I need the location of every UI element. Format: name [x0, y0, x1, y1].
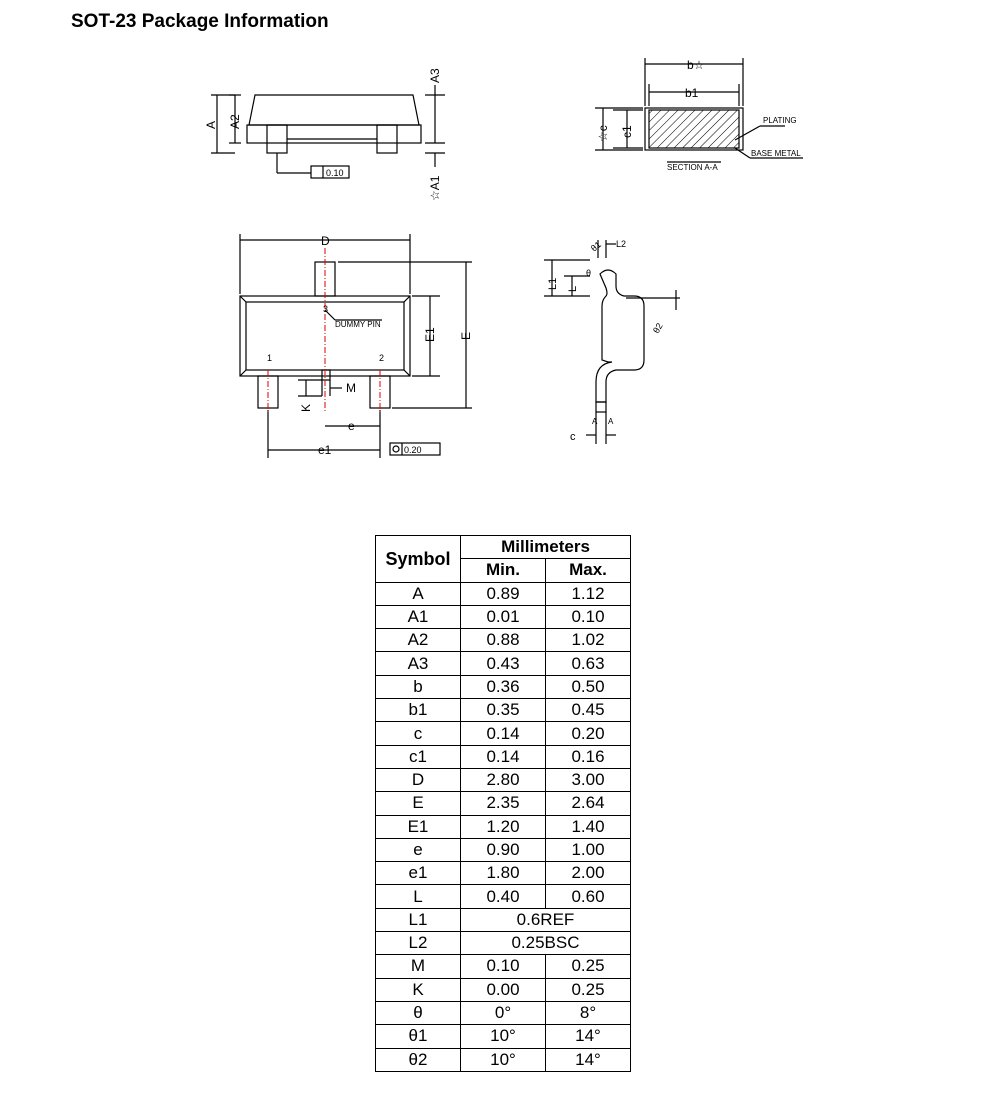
- min-cell: 0.14: [461, 722, 546, 745]
- lead-dim-l: L: [567, 285, 579, 292]
- lead-dim-theta: θ: [586, 268, 592, 278]
- top-dim-e1-pitch: e1: [318, 443, 332, 457]
- top-dim-e-large: E: [459, 331, 473, 340]
- symbol-cell: c: [376, 722, 461, 745]
- symbol-cell: θ: [376, 1001, 461, 1024]
- min-cell: 0.89: [461, 582, 546, 605]
- table-row: [376, 815, 631, 838]
- section-dim-c: ☆c: [596, 125, 610, 142]
- min-cell: 0.10: [461, 955, 546, 978]
- section-dim-b: b☆: [687, 58, 705, 72]
- table-row: [376, 1048, 631, 1071]
- header-min: Min.: [461, 559, 546, 582]
- table-row: [376, 1025, 631, 1048]
- symbol-cell: D: [376, 768, 461, 791]
- table-row: [376, 745, 631, 768]
- symbol-cell: M: [376, 955, 461, 978]
- side-view-dim-a2: A2: [228, 114, 242, 129]
- max-cell: 2.64: [546, 792, 631, 815]
- min-cell: 0.35: [461, 699, 546, 722]
- max-cell: 0.50: [546, 675, 631, 698]
- table-row: [376, 768, 631, 791]
- symbol-cell: θ2: [376, 1048, 461, 1071]
- span-cell: 0.6REF: [461, 908, 631, 931]
- dummy-pin-label: DUMMY PIN: [335, 320, 381, 329]
- symbol-cell: b1: [376, 699, 461, 722]
- max-cell: 0.20: [546, 722, 631, 745]
- symbol-cell: e1: [376, 862, 461, 885]
- max-cell: 8°: [546, 1001, 631, 1024]
- table-row: [376, 675, 631, 698]
- max-cell: 2.00: [546, 862, 631, 885]
- header-symbol: Symbol: [376, 536, 461, 583]
- pin-3-label: 3: [323, 304, 329, 314]
- table-row: [376, 1001, 631, 1024]
- header-max: Max.: [546, 559, 631, 582]
- min-cell: 2.35: [461, 792, 546, 815]
- label-base-metal: BASE METAL: [751, 149, 801, 158]
- section-dim-b1: b1: [685, 86, 699, 100]
- min-cell: 10°: [461, 1025, 546, 1048]
- table-row: [376, 908, 631, 931]
- section-view-drawing: [585, 50, 815, 175]
- table-row: [376, 862, 631, 885]
- lead-dim-theta1: θ1: [588, 239, 603, 254]
- top-dim-e1: E1: [423, 327, 437, 342]
- table-row: [376, 605, 631, 628]
- max-cell: 1.40: [546, 815, 631, 838]
- table-row: [376, 885, 631, 908]
- position-value: 0.20: [404, 445, 422, 455]
- side-view-dim-a: A: [204, 120, 218, 129]
- symbol-cell: θ1: [376, 1025, 461, 1048]
- label-section: SECTION A-A: [667, 163, 718, 172]
- lead-dim-l1: L1: [547, 277, 559, 290]
- table-row: [376, 955, 631, 978]
- section-mark-left: A: [592, 417, 598, 426]
- top-dim-m: M: [346, 381, 356, 395]
- min-cell: 1.80: [461, 862, 546, 885]
- symbol-cell: A2: [376, 629, 461, 652]
- max-cell: 0.45: [546, 699, 631, 722]
- side-view-dim-a1: ☆A1: [428, 175, 442, 201]
- min-cell: 1.20: [461, 815, 546, 838]
- symbol-cell: E: [376, 792, 461, 815]
- symbol-cell: b: [376, 675, 461, 698]
- pin-2-label: 2: [379, 353, 385, 363]
- symbol-cell: L2: [376, 932, 461, 955]
- max-cell: 3.00: [546, 768, 631, 791]
- dimension-table: [375, 535, 631, 1072]
- symbol-cell: A3: [376, 652, 461, 675]
- max-cell: 14°: [546, 1025, 631, 1048]
- table-row: [376, 792, 631, 815]
- side-view-drawing: [195, 55, 455, 205]
- table-row: [376, 582, 631, 605]
- symbol-cell: A: [376, 582, 461, 605]
- table-row: [376, 838, 631, 861]
- max-cell: 0.63: [546, 652, 631, 675]
- min-cell: 0.14: [461, 745, 546, 768]
- symbol-cell: L1: [376, 908, 461, 931]
- symbol-cell: E1: [376, 815, 461, 838]
- lead-dim-c: c: [570, 431, 576, 443]
- min-cell: 0.90: [461, 838, 546, 861]
- table-row: [376, 652, 631, 675]
- top-dim-d: D: [321, 234, 330, 248]
- symbol-cell: A1: [376, 605, 461, 628]
- table-row: [376, 699, 631, 722]
- max-cell: 1.12: [546, 582, 631, 605]
- table-row: [376, 722, 631, 745]
- symbol-cell: c1: [376, 745, 461, 768]
- symbol-cell: e: [376, 838, 461, 861]
- top-dim-e: e: [348, 419, 355, 433]
- min-cell: 10°: [461, 1048, 546, 1071]
- header-unit: Millimeters: [461, 536, 631, 559]
- min-cell: 0.43: [461, 652, 546, 675]
- min-cell: 0.00: [461, 978, 546, 1001]
- max-cell: 0.25: [546, 978, 631, 1001]
- side-view-dim-a3: A3: [428, 68, 442, 83]
- max-cell: 0.16: [546, 745, 631, 768]
- min-cell: 2.80: [461, 768, 546, 791]
- lead-dim-theta2: θ2: [651, 321, 665, 335]
- top-dim-k: K: [299, 403, 313, 412]
- symbol-cell: L: [376, 885, 461, 908]
- max-cell: 0.60: [546, 885, 631, 908]
- min-cell: 0.88: [461, 629, 546, 652]
- max-cell: 0.25: [546, 955, 631, 978]
- max-cell: 1.00: [546, 838, 631, 861]
- page-title: SOT-23 Package Information: [71, 11, 329, 32]
- table-row: [376, 978, 631, 1001]
- section-mark-right: A: [608, 417, 614, 426]
- min-cell: 0°: [461, 1001, 546, 1024]
- min-cell: 0.01: [461, 605, 546, 628]
- table-row: [376, 932, 631, 955]
- lead-view-drawing: [530, 230, 700, 450]
- max-cell: 14°: [546, 1048, 631, 1071]
- label-plating: PLATING: [763, 116, 797, 125]
- pin-1-label: 1: [267, 353, 273, 363]
- table-row: [376, 629, 631, 652]
- max-cell: 0.10: [546, 605, 631, 628]
- min-cell: 0.36: [461, 675, 546, 698]
- max-cell: 1.02: [546, 629, 631, 652]
- section-dim-c1: c1: [620, 125, 634, 138]
- min-cell: 0.40: [461, 885, 546, 908]
- top-view-drawing: [230, 230, 480, 462]
- span-cell: 0.25BSC: [461, 932, 631, 955]
- flatness-value: 0.10: [326, 168, 344, 178]
- lead-dim-l2: L2: [616, 239, 627, 249]
- symbol-cell: K: [376, 978, 461, 1001]
